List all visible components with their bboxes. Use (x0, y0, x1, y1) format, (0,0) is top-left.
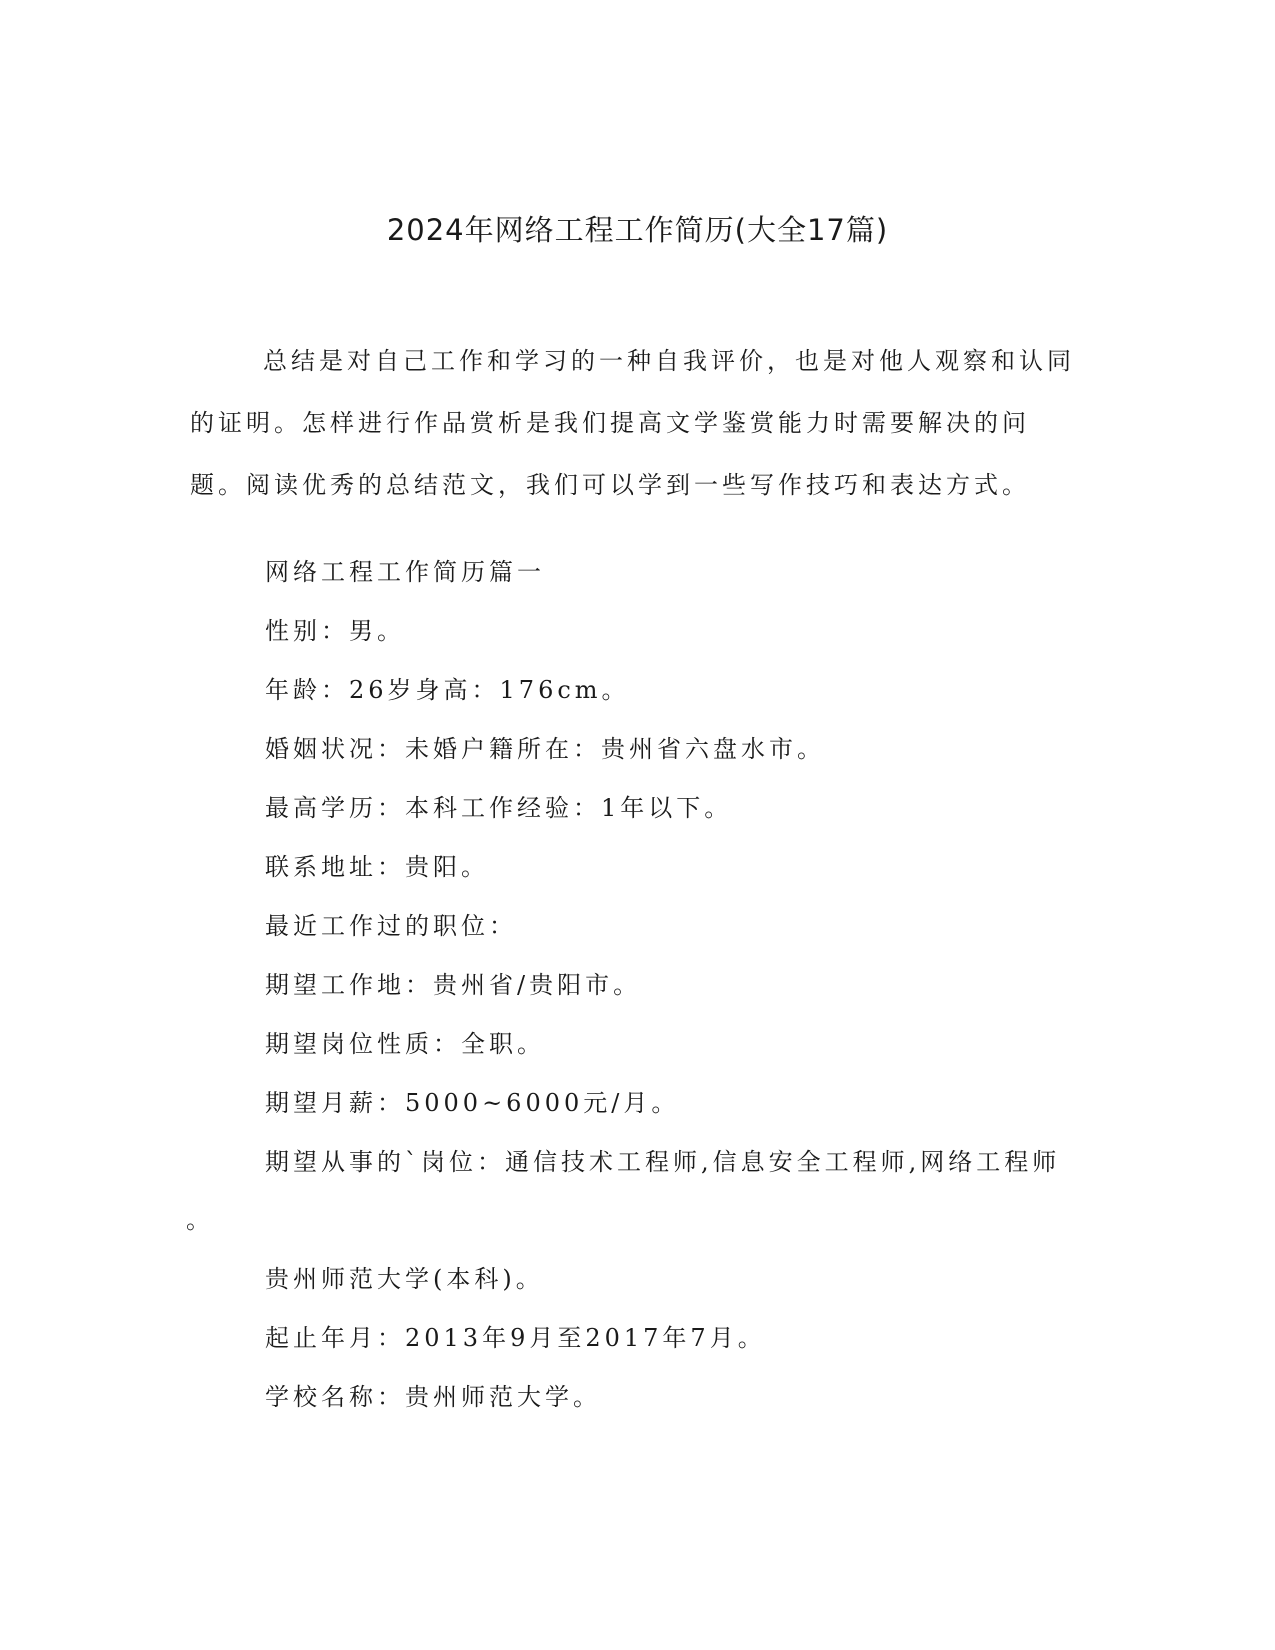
section-heading: 网络工程工作简历篇一 (265, 558, 545, 586)
field-gender: 性别：男。 (265, 617, 405, 645)
field-address: 联系地址：贵阳。 (265, 853, 489, 881)
intro-paragraph: 总结是对自己工作和学习的一种自我评价，也是对他人观察和认同的证明。怎样进行作品赏析是我们提高文学鉴赏能力时需要解决的问题。阅读优秀的总结范文，我们可以学到一些写作技巧和表达方式。 (190, 347, 1075, 499)
field-expected-location: 期望工作地：贵州省/贵阳市。 (265, 971, 642, 999)
field-recent-position: 最近工作过的职位： (265, 912, 517, 940)
field-education-experience: 最高学历：本科工作经验：1年以下。 (265, 794, 733, 822)
field-school-name: 学校名称：贵州师范大学。 (265, 1383, 601, 1411)
field-marital-hukou: 婚姻状况：未婚户籍所在：贵州省六盘水市。 (265, 735, 825, 763)
field-job-nature: 期望岗位性质：全职。 (265, 1030, 545, 1058)
document-title: 2024年网络工程工作简历(大全17篇) (386, 213, 889, 247)
field-expected-positions: 期望从事的`岗位：通信技术工程师,信息安全工程师,网络工程师 (265, 1148, 1061, 1176)
field-expected-salary: 期望月薪：5000~6000元/月。 (265, 1089, 680, 1117)
field-university: 贵州师范大学(本科)。 (265, 1265, 544, 1293)
field-age-height: 年龄：26岁身高：176cm。 (265, 676, 630, 704)
expected-positions-wrap: 。 (186, 1206, 210, 1234)
field-study-period: 起止年月：2013年9月至2017年7月。 (265, 1324, 766, 1352)
